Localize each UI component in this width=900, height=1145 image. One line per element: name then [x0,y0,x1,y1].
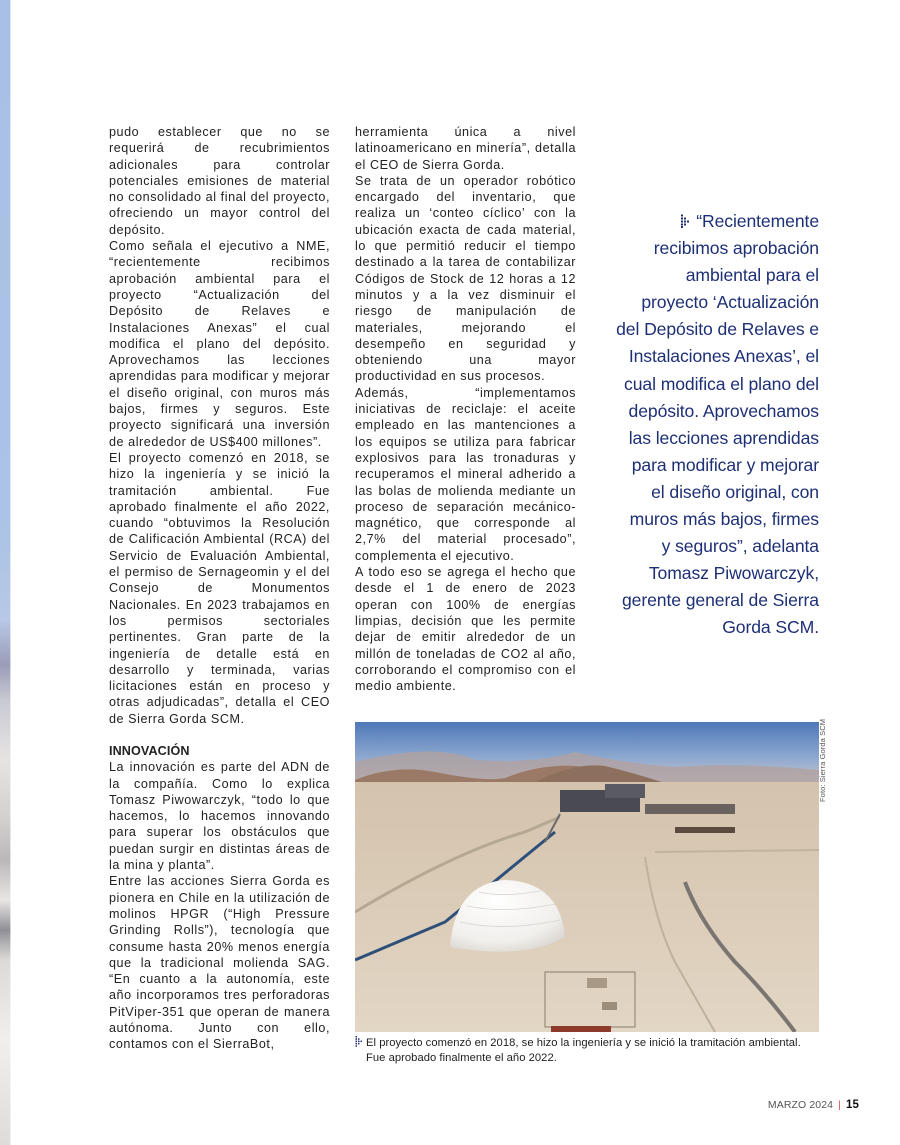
pull-quote-line: las lecciones aprendidas [628,427,819,448]
photo-credit: Foto: Sierra Gorda SCM [818,718,827,802]
paragraph: Entre las acciones Sierra Gorda es pionera en Chile en la utilización de molinos HPGR (“High Pressure Grinding Rolls”), tecnología que consume hasta 20% menos energía que la tradicional molienda SAG. “En cuanto a la autonomía, este año incorporamos tres perforadoras PitViper-351 que operan de manera autónoma. Junto con ello, contamos con el SierraBot, [109,874,330,1052]
page-folio [768,1099,859,1111]
section-subheading: INNOVACIÓN [109,743,190,758]
aerial-mine-photo [355,722,819,1032]
paragraph: Como señala el ejecutivo a NME, “recientemente recibimos aprobación ambiental para el proyecto “Actualización del Depósito de Relaves e Instalaciones Anexas” el cual modifica el plano del depósito. Aprovechamos las lecciones aprendidas para modificar y mejorar el diseño original, con muros más bajos, firmes y seguros. Este proyecto significará una inversión de alrededor de US$400 millones”. [109,239,330,449]
photo-caption [355,1036,825,1066]
caption-line-2: Fue aprobado finalmente el año 2022. [366,1052,557,1064]
paragraph: herramienta única a nivel latinoamericano en minería”, detalla el CEO de Sierra Gorda. [355,125,576,172]
photo-illustration [355,722,819,1032]
paragraph: El proyecto comenzó en 2018, se hizo la ingeniería y se inició la tramitación ambiental. Fue aprobado finalmente el año 2022, cuando “obtuvimos la Resolución de Calificación Ambiental (RCA) del Servicio de Evaluación Ambiental, el permiso de Sernageomin y el del Consejo de Monumentos Nacionales. En 2023 trabajamos en los permisos sectoriales pertinentes. Gran parte de la ingeniería de detalle está en desarrollo y terminada, varias licitaciones están en proceso y otras adjudicadas”, detalla el CEO de Sierra Gorda SCM. [109,450,330,726]
caption-line-1: El proyecto comenzó en 2018, se hizo la ingeniería y se inició la tramitación ambiental. [366,1037,801,1049]
pull-quote-line: y seguros”, adelanta [661,536,819,557]
pull-quote-line: gerente general de Sierra [621,590,819,611]
pull-quote-line [606,208,819,235]
paragraph: La innovación es parte del ADN de la compañía. Como lo explica Tomasz Piwowarczyk, “todo lo que hacemos, lo hacemos innovando para superar los obstáculos que puedan surgir en distintas áreas de la mina y planta”. [109,760,330,873]
pull-quote-line: Tomasz Piwowarczyk, [648,563,819,584]
article-column-1 [109,124,330,1053]
previous-page-photo-bleed [0,0,11,1145]
dotted-arrow-icon [680,214,694,228]
pull-quote-text: “Recientemente [696,211,819,231]
pull-quote [606,208,819,642]
page-number: 15 [846,1099,859,1111]
pull-quote-line: Gorda SCM. [722,617,819,638]
dotted-arrow-icon [355,1036,364,1047]
paragraph: pudo establecer que no se requerirá de recubrimientos adicionales para controlar potenciales emisiones de material no consolidado al final del proyecto, ofreciendo un mayor control del depósito. [109,125,330,237]
pull-quote-line: recibimos aprobación [653,238,819,259]
paragraph: Además, “implementamos iniciativas de reciclaje: el aceite empleado en las mantenciones a los equipos se utiliza para fabricar explosivos para las tronaduras y recuperamos el mineral adherido a las bolas de molienda mediante un proceso de separación mecánico-magnético, que corresponde al 2,7% del material procesado”, complementa el ejecutivo. [355,385,576,563]
pull-quote-line: Instalaciones Anexas’, el [628,346,819,367]
pull-quote-line: el diseño original, con [651,481,819,502]
pull-quote-line: del Depósito de Relaves e [616,319,819,340]
pull-quote-line: depósito. Aprovechamos [628,400,819,421]
paragraph: A todo eso se agrega el hecho que desde el 1 de enero de 2023 operan con 100% de energías limpias, decisión que les permite dejar de emitir alrededor de un millón de toneladas de CO2 al año, corroborando el compromiso con el medio ambiente. [355,565,576,694]
pull-quote-line: para modificar y mejorar [631,454,819,475]
pull-quote-line: ambiental para el [685,265,819,286]
paragraph: Se trata de un operador robótico encargado del inventario, que realiza un ‘conteo cíclico’ con la ubicación exacta de cada material, lo que permitió reducir el tiempo destinado a la tarea de contabilizar Códigos de Stock de 12 horas a 12 minutos y a la vez disminuir el riesgo de manipulación de materiales, mejorando el desempeño en seguridad y obteniendo una mayor productividad en sus procesos. [355,173,576,384]
article-column-2 [355,124,576,694]
folio-separator: | [838,1099,841,1111]
issue-date: MARZO 2024 [767,1099,834,1111]
pull-quote-line: proyecto ‘Actualización [641,292,819,313]
pull-quote-line: cual modifica el plano del [624,373,819,394]
pull-quote-line: muros más bajos, firmes [629,509,819,530]
